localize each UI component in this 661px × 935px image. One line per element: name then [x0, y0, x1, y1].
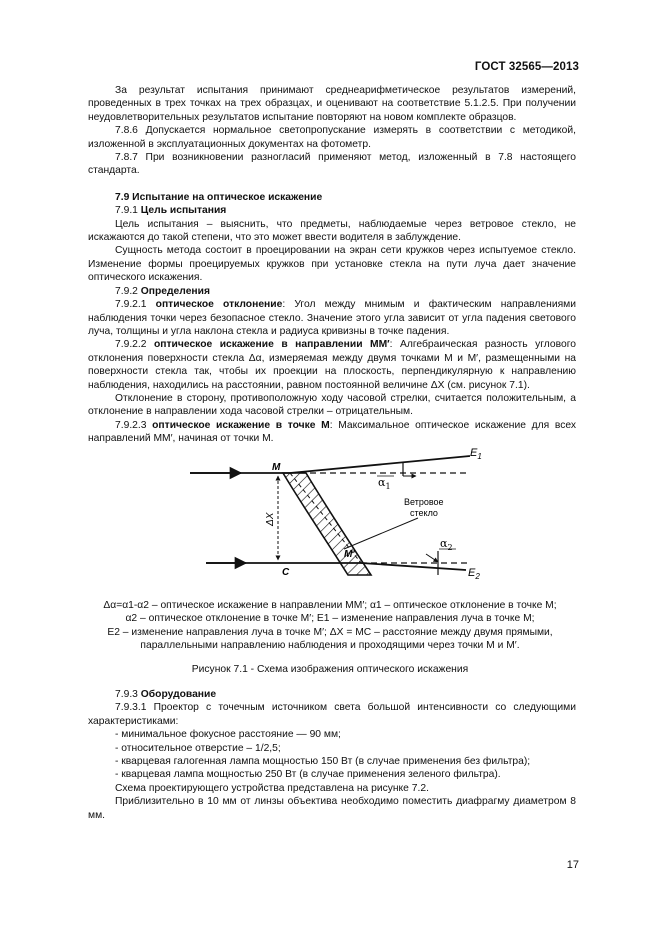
label-e2: $E_2$ [468, 567, 480, 581]
label-c: C [282, 567, 290, 578]
subsection-heading: 7.9.2 Определения [115, 285, 210, 297]
figure-legend [70, 599, 590, 653]
glass-pointer-line [344, 518, 418, 549]
legend-line: Е2 – изменение направления луча в точке М′; ΔХ = МС – расстояние между двумя прямыми, [107, 626, 553, 638]
body-text-top [88, 84, 576, 446]
list-item: - минимальное фокусное расстояние — 90 мм; [115, 729, 341, 741]
paragraph: Цель испытания – выяснить, что предметы, наблюдаемые через ветровое стекло, не искажаются до такой степени, что это может ввести водителя в заблуждение. [88, 218, 576, 244]
subsection-heading: 7.9.1 Цель испытания [115, 205, 227, 217]
section-heading: 7.9 Испытание на оптическое искажение [115, 191, 323, 203]
deviated-ray-e1 [290, 456, 470, 473]
page-number: 17 [566, 859, 579, 871]
paragraph: 7.8.7 При возникновении разногласий применяют метод, изложенный в 7.8 настоящего стандарта. [88, 152, 576, 177]
label-dx: ΔX [265, 512, 276, 526]
label-mprime: M′ [344, 549, 355, 560]
list-item: - относительное отверстие – 1/2,5; [115, 742, 281, 754]
windshield-glass [283, 473, 371, 575]
label-glass-line2: стекло [410, 508, 438, 518]
list-item: - кварцевая лампа мощностью 250 Вт (в случае применения зеленого фильтра). [115, 769, 501, 781]
label-alpha2: $\alpha_2$ [440, 537, 453, 552]
definition: 7.9.2.3 оптическое искажение в точке М: Максимальное оптическое искажение для всех направлений ММ′, начиная от точки М. [88, 419, 576, 445]
paragraph: За результат испытания принимают среднеарифметическое результатов измерений, проведенных в трех точках на трех образцах, и оценивают на соответствие 5.1.2.5. При получении неудовлетворительных результатов испытание повторяют на новом комплекте образцов. [88, 85, 576, 123]
paragraph: Отклонение в сторону, противоположную ходу часовой стрелки, считается положительным, а отклонение в направлении хода часовой стрелки – отрицательным. [88, 392, 576, 418]
paragraph: 7.8.6 Допускается нормальное светопропускание измерять в соответствии с методикой, изложенной в эксплуатационных документах на фотометр. [88, 125, 576, 150]
definition: 7.9.2.1 оптическое отклонение: Угол между мнимым и фактическим направлениями наблюдения точки через безопасное стекло. Значение этого угла зависит от угла падения светового луча, толщины и угла наклона стекла и радиуса кривизны в точке падения. [88, 299, 576, 337]
body-text-bottom [88, 688, 576, 822]
legend-line: α2 – оптическое отклонение в точке М′; Е1 – изменение направления луча в точке М; [125, 613, 535, 625]
paragraph: Сущность метода состоит в проецировании на экран сети кружков через испытуемое стекло. Изменение формы проецируемых кружков при установке стекла на пути луча дает значение оптического искажения. [88, 245, 576, 284]
label-glass-line1: Ветровое [404, 497, 444, 507]
label-m: M [272, 462, 281, 473]
label-alpha1: $\alpha_1$ [378, 476, 391, 491]
legend-line: параллельными направлению наблюдения и проходящими через точки М и М′. [140, 640, 520, 652]
legend-line: Δα=α1-α2 – оптическое искажение в направлении ММ′; α1 – оптическое отклонение в точке М; [103, 600, 557, 611]
figure-title: Рисунок 7.1 - Схема изображения оптического искажения [191, 664, 469, 675]
list-item: - кварцевая галогенная лампа мощностью 150 Вт (в случае применения без фильтра); [115, 756, 531, 768]
paragraph: Схема проектирующего устройства представлена на рисунке 7.2. [115, 782, 429, 794]
subsection-heading: 7.9.3 Оборудование [115, 689, 217, 700]
deviated-ray-e2 [361, 563, 466, 570]
paragraph: Приблизительно в 10 мм от линзы объектива необходимо поместить диафрагму диаметром 8 мм. [88, 796, 576, 821]
paragraph: 7.9.3.1 Проектор с точечным источником света большой интенсивности со следующими характеристиками: [88, 702, 576, 727]
label-e1: $E_1$ [470, 448, 482, 461]
standard-code-header: ГОСТ 32565—2013 [474, 61, 579, 73]
optical-distortion-diagram [186, 448, 486, 598]
definition: 7.9.2.2 оптическое искажение в направлении ММ′: Алгебраическая разность углового отклонения поверхности стекла Δα, измеряемая между двумя точками М и М′, размещенными на поверхности стекла так, чтобы их проекции на плоскость, перпендикулярную к направлению наблюдения, находились на расстоянии, равном постоянной величине ΔХ (см. рисунок 7.1). [88, 339, 576, 391]
